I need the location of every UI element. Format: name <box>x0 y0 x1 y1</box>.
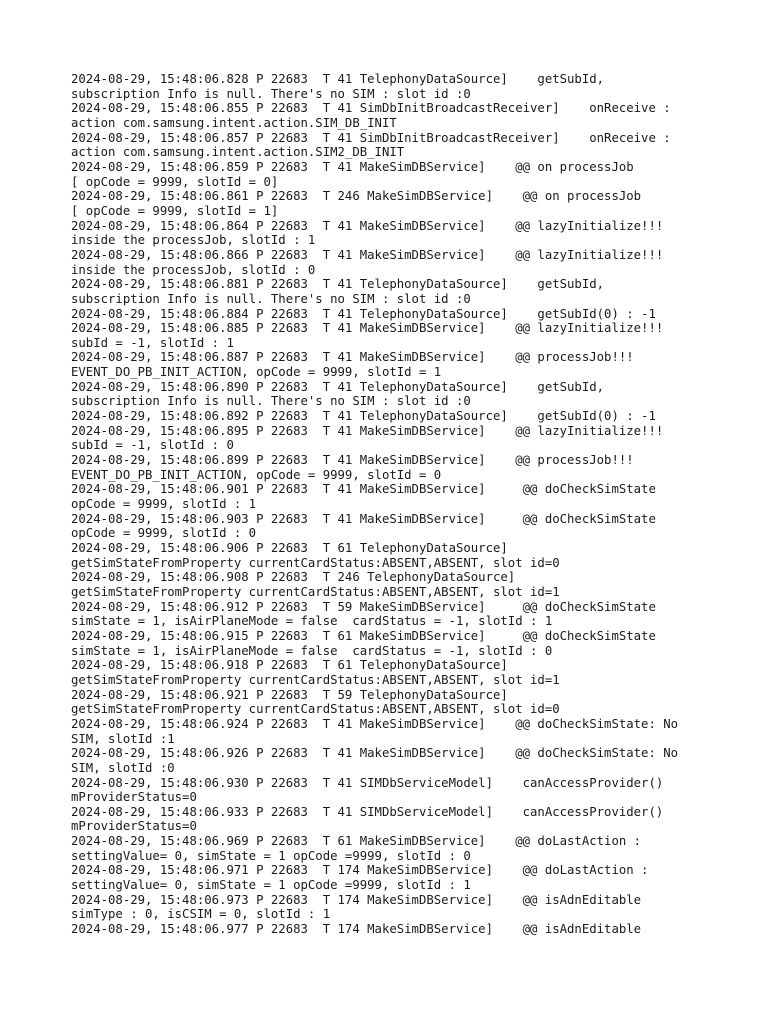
log-line: 2024-08-29, 15:48:06.924 P 22683 T 41 MakeSimDBService] @@ doCheckSimState: No <box>71 716 679 731</box>
log-line: simState = 1, isAirPlaneMode = false cardStatus = -1, slotId : 0 <box>71 643 553 658</box>
log-line: getSimStateFromProperty currentCardStatus:ABSENT,ABSENT, slot id=0 <box>71 702 560 717</box>
log-line: subId = -1, slotId : 0 <box>71 438 234 453</box>
log-line: 2024-08-29, 15:48:06.885 P 22683 T 41 MakeSimDBService] @@ lazyInitialize!!! <box>71 321 664 336</box>
log-line: 2024-08-29, 15:48:06.866 P 22683 T 41 MakeSimDBService] @@ lazyInitialize!!! <box>71 247 664 262</box>
log-line: 2024-08-29, 15:48:06.864 P 22683 T 41 MakeSimDBService] @@ lazyInitialize!!! <box>71 218 664 233</box>
log-line: SIM, slotId :0 <box>71 760 175 775</box>
log-line: 2024-08-29, 15:48:06.933 P 22683 T 41 SIMDbServiceModel] canAccessProvider() <box>71 804 664 819</box>
log-line: 2024-08-29, 15:48:06.969 P 22683 T 61 MakeSimDBService] @@ doLastAction : <box>71 834 642 849</box>
log-line: mProviderStatus=0 <box>71 819 197 834</box>
log-line: 2024-08-29, 15:48:06.901 P 22683 T 41 MakeSimDBService] @@ doCheckSimState <box>71 482 656 497</box>
log-line: 2024-08-29, 15:48:06.930 P 22683 T 41 SIMDbServiceModel] canAccessProvider() <box>71 775 664 790</box>
log-line: 2024-08-29, 15:48:06.903 P 22683 T 41 MakeSimDBService] @@ doCheckSimState <box>71 511 656 526</box>
log-line: 2024-08-29, 15:48:06.887 P 22683 T 41 MakeSimDBService] @@ processJob!!! <box>71 350 634 365</box>
log-line: subId = -1, slotId : 1 <box>71 335 234 350</box>
log-line: simType : 0, isCSIM = 0, slotId : 1 <box>71 907 331 922</box>
log-line: 2024-08-29, 15:48:06.881 P 22683 T 41 TelephonyDataSource] getSubId, <box>71 277 605 292</box>
log-line: opCode = 9999, slotId : 1 <box>71 497 257 512</box>
log-line: subscription Info is null. There's no SIM : slot id :0 <box>71 394 471 409</box>
log-line: 2024-08-29, 15:48:06.857 P 22683 T 41 SimDbInitBroadcastReceiver] onReceive : <box>71 130 671 145</box>
log-line: 2024-08-29, 15:48:06.895 P 22683 T 41 MakeSimDBService] @@ lazyInitialize!!! <box>71 423 664 438</box>
log-line: opCode = 9999, slotId : 0 <box>71 526 257 541</box>
log-line: 2024-08-29, 15:48:06.908 P 22683 T 246 TelephonyDataSource] <box>71 570 516 585</box>
log-line: 2024-08-29, 15:48:06.973 P 22683 T 174 MakeSimDBService] @@ isAdnEditable <box>71 892 642 907</box>
log-line: 2024-08-29, 15:48:06.828 P 22683 T 41 TelephonyDataSource] getSubId, <box>71 72 605 86</box>
log-line: EVENT_DO_PB_INIT_ACTION, opCode = 9999, slotId = 0 <box>71 467 442 482</box>
log-line: EVENT_DO_PB_INIT_ACTION, opCode = 9999, slotId = 1 <box>71 365 442 380</box>
log-line: getSimStateFromProperty currentCardStatus:ABSENT,ABSENT, slot id=1 <box>71 672 560 687</box>
log-line: getSimStateFromProperty currentCardStatus:ABSENT,ABSENT, slot id=1 <box>71 584 560 599</box>
log-line: 2024-08-29, 15:48:06.977 P 22683 T 174 MakeSimDBService] @@ isAdnEditable <box>71 922 642 937</box>
log-line: 2024-08-29, 15:48:06.918 P 22683 T 61 TelephonyDataSource] <box>71 658 508 673</box>
log-line: [ opCode = 9999, slotId = 0] <box>71 174 279 189</box>
log-line: SIM, slotId :1 <box>71 731 175 746</box>
log-line: 2024-08-29, 15:48:06.915 P 22683 T 61 MakeSimDBService] @@ doCheckSimState <box>71 628 656 643</box>
log-line: 2024-08-29, 15:48:06.859 P 22683 T 41 MakeSimDBService] @@ on processJob <box>71 159 634 174</box>
log-line: 2024-08-29, 15:48:06.906 P 22683 T 61 TelephonyDataSource] <box>71 541 508 555</box>
log-line: settingValue= 0, simState = 1 opCode =9999, slotId : 0 <box>71 848 471 863</box>
log-line: 2024-08-29, 15:48:06.884 P 22683 T 41 TelephonyDataSource] getSubId(0) : -1 <box>71 306 656 321</box>
log-line: [ opCode = 9999, slotId = 1] <box>71 203 279 218</box>
log-line: 2024-08-29, 15:48:06.855 P 22683 T 41 SimDbInitBroadcastReceiver] onReceive : <box>71 101 671 116</box>
log-line: 2024-08-29, 15:48:06.921 P 22683 T 59 TelephonyDataSource] <box>71 687 508 702</box>
log-line: 2024-08-29, 15:48:06.926 P 22683 T 41 MakeSimDBService] @@ doCheckSimState: No <box>71 746 679 761</box>
log-line: action com.samsung.intent.action.SIM2_DB_INIT <box>71 145 405 160</box>
log-line: inside the processJob, slotId : 1 <box>71 233 316 248</box>
log-line: 2024-08-29, 15:48:06.899 P 22683 T 41 MakeSimDBService] @@ processJob!!! <box>71 453 634 468</box>
log-line: 2024-08-29, 15:48:06.892 P 22683 T 41 TelephonyDataSource] getSubId(0) : -1 <box>71 409 656 424</box>
log-line: action com.samsung.intent.action.SIM_DB_INIT <box>71 115 397 130</box>
log-line: inside the processJob, slotId : 0 <box>71 262 316 277</box>
log-line: subscription Info is null. There's no SIM : slot id :0 <box>71 291 471 306</box>
log-lines <box>71 72 731 937</box>
log-line: 2024-08-29, 15:48:06.912 P 22683 T 59 MakeSimDBService] @@ doCheckSimState <box>71 599 656 614</box>
log-line: getSimStateFromProperty currentCardStatus:ABSENT,ABSENT, slot id=0 <box>71 555 560 570</box>
log-line: settingValue= 0, simState = 1 opCode =9999, slotId : 1 <box>71 878 471 893</box>
log-line: subscription Info is null. There's no SIM : slot id :0 <box>71 86 471 101</box>
log-line: 2024-08-29, 15:48:06.890 P 22683 T 41 TelephonyDataSource] getSubId, <box>71 379 605 394</box>
log-line: 2024-08-29, 15:48:06.971 P 22683 T 174 MakeSimDBService] @@ doLastAction : <box>71 863 649 878</box>
log-line: mProviderStatus=0 <box>71 790 197 805</box>
log-document <box>71 72 731 937</box>
log-line: 2024-08-29, 15:48:06.861 P 22683 T 246 MakeSimDBService] @@ on processJob <box>71 189 642 204</box>
log-line: simState = 1, isAirPlaneMode = false cardStatus = -1, slotId : 1 <box>71 614 553 629</box>
